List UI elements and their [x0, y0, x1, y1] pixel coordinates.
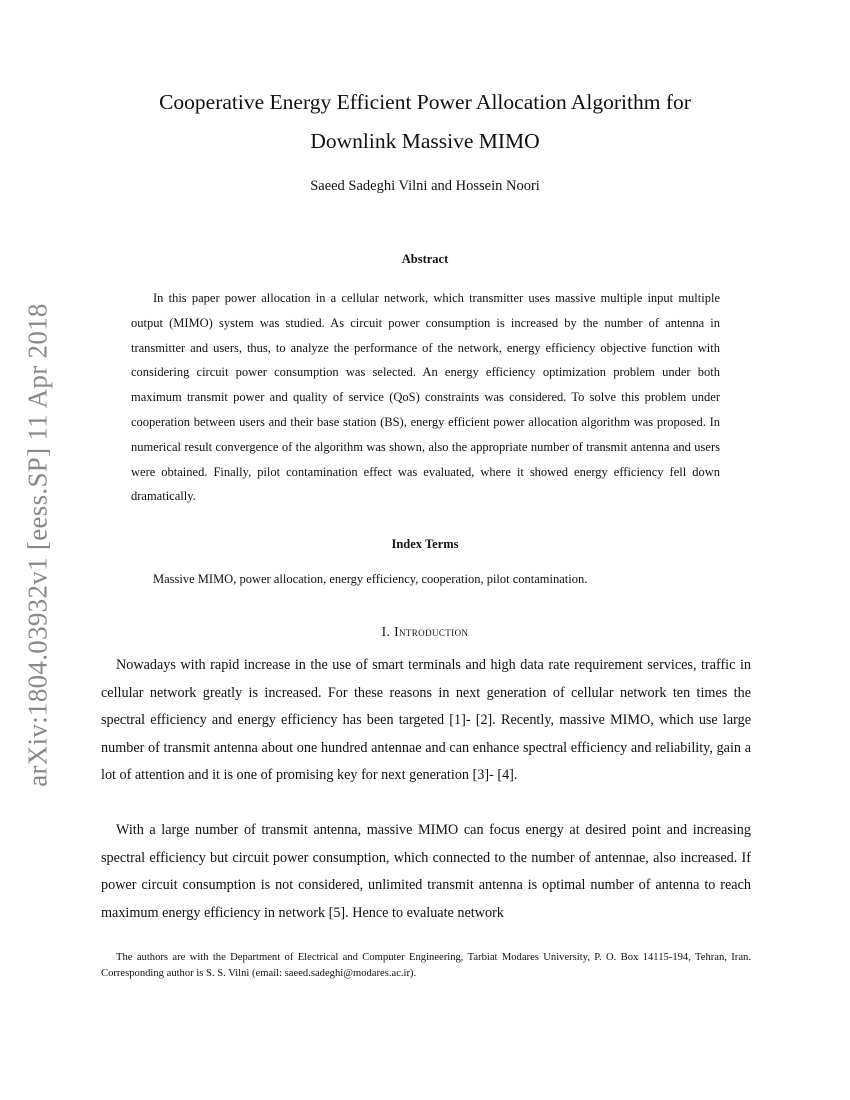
intro-paragraph-1: Nowadays with rapid increase in the use of smart terminals and high data rate requirement services, traffic in cellular network greatly is increased. For these reasons in next generation of cellular network ten times the spectral efficiency and energy efficiency has been targeted [1]- [2]. Recently, massive MIMO, which use large number of transmit antenna about one hundred antennae and can enhance spectral efficiency and reliability, gain a lot of attention and it is one of promising key for next generation [3]- [4]. [101, 657, 751, 784]
title-line-1: Cooperative Energy Efficient Power Allocation Algorithm for [159, 90, 691, 114]
paper-title [0, 83, 850, 161]
abstract-heading: Abstract [401, 252, 449, 266]
author-list: Saeed Sadeghi Vilni and Hossein Noori [310, 178, 540, 194]
index-terms-heading: Index Terms [391, 537, 459, 551]
abstract-text: In this paper power allocation in a cellular network, which transmitter uses massive multiple input multiple output (MIMO) system was studied. As circuit power consumption is increased by the number of antenna in transmitter and users, thus, to analyze the performance of the network, energy efficiency objective function with considering circuit power consumption was selected. An energy efficiency optimization problem under both maximum transmit power and quality of service (QoS) constraints was considered. To solve this problem under cooperation between users and their base station (BS), energy efficient power allocation algorithm was proposed. In numerical result convergence of the algorithm was shown, also the appropriate number of transmit antenna and users were obtained. Finally, pilot contamination effect was evaluated, where it showed energy efficiency fell down dramatically. [131, 291, 720, 504]
intro-paragraph-2: With a large number of transmit antenna, massive MIMO can focus energy at desired point and increasing spectral efficiency but circuit power consumption, which connected to the number of antennae, also increased. If power circuit consumption is not considered, unlimited transmit antenna is optimal number of antenna to reach maximum energy efficiency in network [5]. Hence to evaluate network [101, 822, 751, 921]
section-number: I. [381, 624, 395, 639]
title-line-2: Downlink Massive MIMO [310, 129, 540, 153]
index-terms-text: Massive MIMO, power allocation, energy efficiency, cooperation, pilot contamination. [153, 572, 588, 586]
section-title: Introduction [394, 624, 469, 639]
section-heading-introduction [0, 623, 850, 641]
arxiv-identifier[interactable]: arXiv:1804.03932v1 [eess.SP] 11 Apr 2018 [22, 303, 53, 787]
author-footnote: The authors are with the Department of Electrical and Computer Engineering, Tarbiat Modares University, P. O. Box 14115-194, Tehran, Iran. Corresponding author is S. S. Vilni (email: saeed.sadeghi@modares.ac.ir). [101, 952, 751, 979]
